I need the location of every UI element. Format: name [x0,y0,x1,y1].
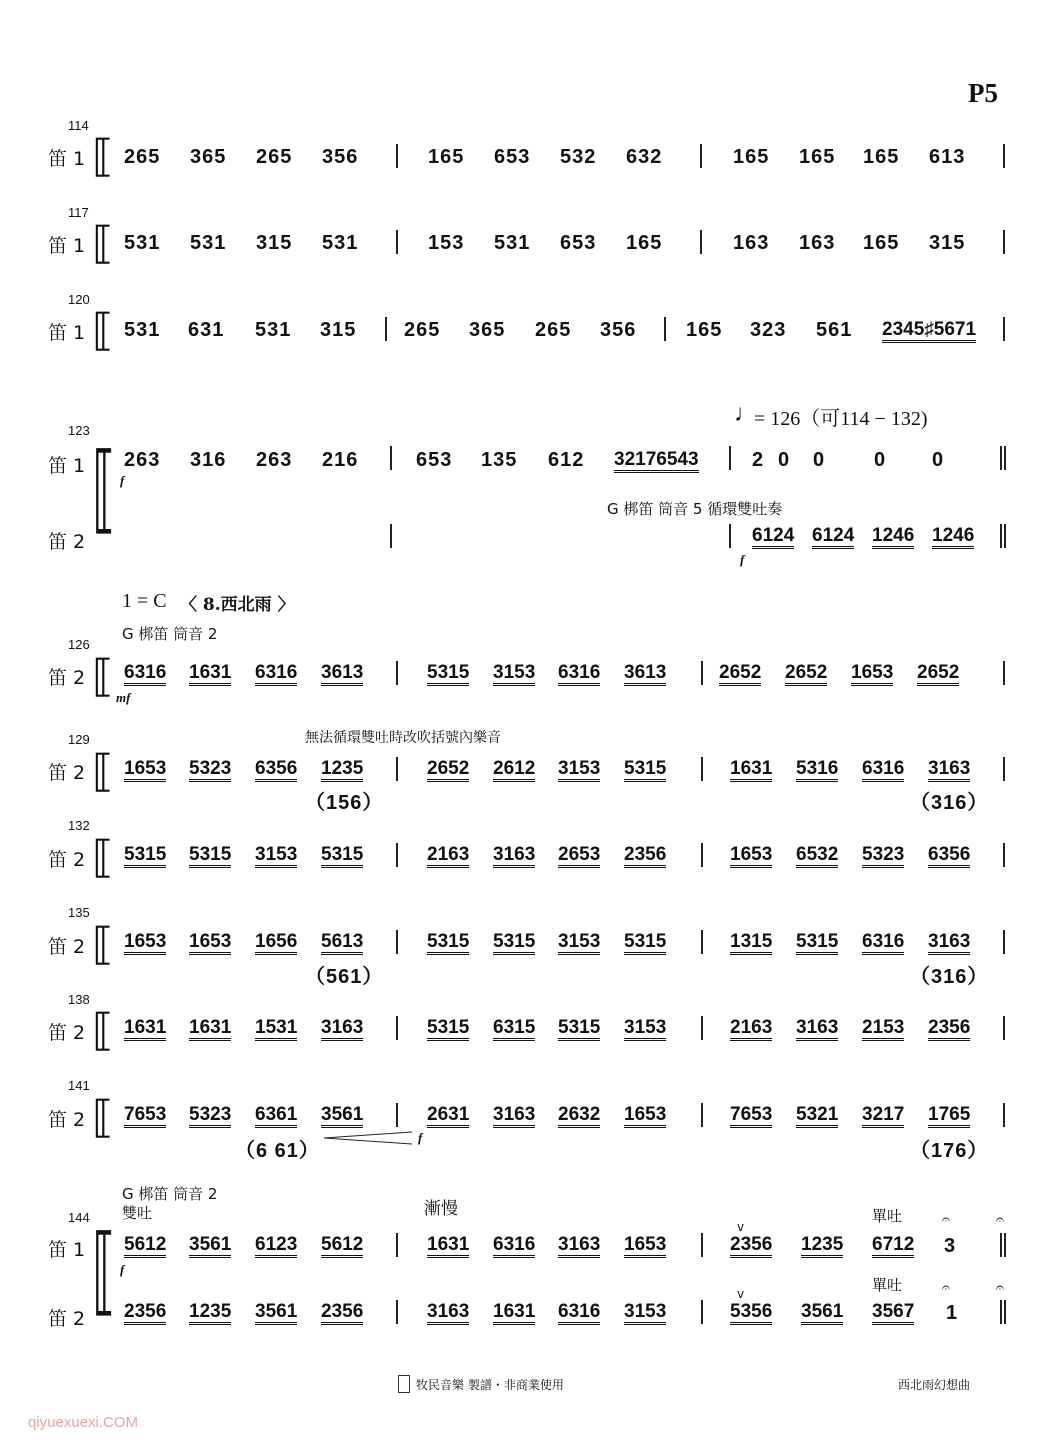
note-group: 561 [816,319,853,341]
note-group: 265 [124,146,161,168]
note-group-fast: 2345♯5671 [882,320,976,343]
note-group-fast: 7653 [124,1105,166,1128]
note-group-fast: 2356 [124,1302,166,1325]
note-group-fast: 3163 [928,759,970,782]
note-group: 165 [799,146,836,168]
note-group-fast: 1765 [928,1105,970,1128]
note-group-fast: 1653 [624,1235,666,1258]
barline [1003,317,1005,341]
instruction-text: G 梆笛 筒音 2 [122,1185,218,1203]
double-barline [1004,1233,1006,1257]
note-group-fast: 1631 [189,663,231,686]
note-group-fast: 5323 [189,1105,231,1128]
barline [701,1300,703,1324]
instrument-label: 笛 1 [48,148,86,170]
note: 0 [778,449,791,471]
barline [396,1300,398,1324]
single-tongue-marking: 單吐 [872,1276,903,1294]
measure-number: 114 [68,118,89,133]
note-group-fast: 6356 [255,759,297,782]
measure-number: 144 [68,1210,90,1225]
instrument-label: 笛 2 [48,1109,86,1131]
note-group: 315 [929,232,966,254]
note-group-fast: 1653 [124,932,166,955]
note-group: 532 [560,146,597,168]
breath-mark-icon: v [737,1220,745,1234]
note-group-fast: 1631 [493,1302,535,1325]
measure-number: 138 [68,992,90,1007]
note-group-fast: 6316 [558,1302,600,1325]
barline [701,930,703,954]
barline [701,1233,703,1257]
note-group-fast: 5315 [796,932,838,955]
note-group-fast: 7653 [730,1105,772,1128]
note-group-fast: 6356 [928,845,970,868]
measure-number: 141 [68,1078,90,1093]
note-group-fast: 2652 [427,759,469,782]
note-group: 531 [494,232,531,254]
note-group-fast: 6361 [255,1105,297,1128]
note-group-fast: 3163 [493,1105,535,1128]
note-group-fast: 3163 [427,1302,469,1325]
staff-bracket: ⟦ [92,1214,116,1326]
alternate-notes: （156） [305,792,384,814]
note-group: 531 [124,319,161,341]
note-group-fast: 5315 [427,932,469,955]
note-group-fast: 3153 [493,663,535,686]
instrument-label: 笛 2 [48,936,86,958]
note-group-fast: 3153 [558,759,600,782]
key-signature: 1 = C [122,590,167,612]
note-group: 612 [548,449,585,471]
barline [701,661,703,685]
note-group: 165 [733,146,770,168]
note-group: 323 [750,319,787,341]
measure-number: 132 [68,818,90,833]
staff-bracket: ⟦ [92,131,114,182]
note-group-fast: 1235 [801,1235,843,1258]
note-group-fast: 5323 [862,845,904,868]
note-group-fast: 2631 [427,1105,469,1128]
note-group-fast: 6316 [493,1235,535,1258]
note-group-fast: 5315 [427,663,469,686]
note-group-fast: 3163 [928,932,970,955]
barline [396,843,398,867]
note-group-fast: 6123 [255,1235,297,1258]
instrument-label: 笛 2 [48,531,86,553]
note-group-fast: 3153 [624,1302,666,1325]
note-group-fast: 6124 [752,526,794,549]
note-group: 356 [600,319,637,341]
note-group-fast: 6316 [255,663,297,686]
dynamic-f: f [120,1262,125,1277]
note-group: 265 [404,319,441,341]
barline [390,524,392,548]
instrument-label: 笛 1 [48,235,86,257]
tempo-change: 漸慢 [424,1199,458,1219]
dynamic-mf: mf [116,690,131,705]
note-group: 613 [929,146,966,168]
note-group: 531 [124,232,161,254]
double-barline [1000,524,1002,548]
page-number: P5 [968,78,998,108]
barline [701,1103,703,1127]
crescendo-hairpin [322,1130,414,1146]
note-group-fast: 1246 [872,526,914,549]
note-group-fast: 5315 [189,845,231,868]
note-group: 653 [560,232,597,254]
note-group: 365 [469,319,506,341]
note-group-fast: 3613 [321,663,363,686]
note-group-fast: 3613 [624,663,666,686]
double-barline [1000,1233,1002,1257]
staff-bracket: ⟦ [92,832,114,883]
fermata-icon: 𝄐 [942,1212,950,1228]
note-group-fast: 2652 [785,663,827,686]
note-group-fast: 2163 [730,1018,772,1041]
note-group-fast: 2356 [624,845,666,868]
note: 0 [813,449,826,471]
note-group-fast: 1631 [427,1235,469,1258]
note-group-fast: 5316 [796,759,838,782]
note-group-fast: 2653 [558,845,600,868]
barline [396,661,398,685]
note-group: 653 [416,449,453,471]
barline [700,230,702,254]
barline [701,1016,703,1040]
note-group-fast: 1653 [851,663,893,686]
note-group-fast: 1315 [730,932,772,955]
barline [1003,1103,1005,1127]
barline [701,843,703,867]
note-group-fast: 3567 [872,1302,914,1325]
note-group-fast: 5315 [321,845,363,868]
note-group-fast: 5321 [796,1105,838,1128]
note-group: 531 [255,319,292,341]
note-group: 216 [322,449,359,471]
publisher-logo-icon [398,1375,410,1393]
barline [385,317,387,341]
note-group-fast: 1246 [932,526,974,549]
barline [396,230,398,254]
note-group-fast: 3561 [255,1302,297,1325]
alternate-notes: （316） [910,792,989,814]
staff-bracket: ⟦ [92,1005,114,1056]
dynamic-f: f [418,1130,423,1145]
section-title: 〈 8.西北雨 〉 [180,595,295,615]
note-group: 531 [322,232,359,254]
note-group: 165 [863,146,900,168]
note-group: 653 [494,146,531,168]
note-group-fast: 3561 [321,1105,363,1128]
note-group: 531 [190,232,227,254]
fermata-icon: 𝄐 [942,1280,950,1296]
note-group-fast: 3153 [255,845,297,868]
staff-bracket: ⟦ [92,305,114,356]
note-group-fast: 6712 [872,1235,914,1258]
note-group: 163 [733,232,770,254]
note-group-fast: 1235 [189,1302,231,1325]
measure-number: 126 [68,637,90,652]
footer-title: 西北雨幻想曲 [898,1378,971,1392]
single-tongue-marking: 單吐 [872,1207,903,1225]
note-group-fast: 6532 [796,845,838,868]
note-group-fast: 6316 [558,663,600,686]
footer-publisher: 牧民音樂 製譜・非商業使用 [416,1378,564,1392]
note-group-fast: 5323 [189,759,231,782]
note-group-fast: 1631 [124,1018,166,1041]
note-group: 365 [190,146,227,168]
note-group-fast: 1235 [321,759,363,782]
tempo-marking: = 126（可114 − 132) [754,408,928,430]
barline [396,1233,398,1257]
barline [664,317,666,341]
note: 2 [752,449,765,471]
note-group-fast: 6316 [862,932,904,955]
measure-number: 117 [68,205,89,220]
note-group-fast: 32176543 [614,450,699,473]
staff-bracket: ⟦ [92,1092,114,1143]
barline [1003,230,1005,254]
barline [1003,843,1005,867]
note-group-fast: 5315 [427,1018,469,1041]
instrument-label: 笛 2 [48,1308,86,1330]
barline [396,930,398,954]
note-group-fast: 2356 [730,1235,772,1258]
note-group-fast: 2356 [928,1018,970,1041]
note-group-fast: 2163 [427,845,469,868]
barline [390,446,392,470]
note-group-fast: 6316 [862,759,904,782]
barline [396,757,398,781]
note-group: 165 [626,232,663,254]
barline [729,524,731,548]
note-group: 153 [428,232,465,254]
note-group: 356 [322,146,359,168]
note-group-fast: 3163 [558,1235,600,1258]
double-barline [1000,1300,1002,1324]
staff-bracket: ⟦ [92,218,114,269]
note-group-fast: 5315 [624,759,666,782]
instrument-label: 笛 1 [48,1239,86,1261]
barline [700,144,702,168]
double-tongue-marking: 雙吐 [122,1204,153,1222]
note-group: 265 [256,146,293,168]
staff-bracket: ⟦ [92,432,116,544]
dynamic-f: f [740,552,745,567]
note-group-fast: 1653 [124,759,166,782]
note-group-fast: 2632 [558,1105,600,1128]
note-group-fast: 6124 [812,526,854,549]
note-group: 632 [626,146,663,168]
note-group-fast: 5612 [124,1235,166,1258]
note-group: 316 [190,449,227,471]
instrument-label: 笛 2 [48,849,86,871]
note-group: 315 [256,232,293,254]
note-group-fast: 2652 [719,663,761,686]
alternate-note-instruction: 無法循環雙吐時改吹括號內樂音 [305,730,501,746]
note-group-fast: 6316 [124,663,166,686]
note-group-fast: 5612 [321,1235,363,1258]
measure-number: 120 [68,292,90,307]
note: 1 [946,1302,959,1324]
note-group-fast: 3153 [558,932,600,955]
barline [396,1016,398,1040]
barline [1003,1016,1005,1040]
note-group-fast: 5613 [321,932,363,955]
alternate-notes: （6 61） [235,1140,320,1162]
note-group-fast: 6315 [493,1018,535,1041]
measure-number: 123 [68,423,90,438]
barline [1003,661,1005,685]
instrument-label: 笛 1 [48,455,86,477]
note-group: 165 [428,146,465,168]
instrument-label: 笛 2 [48,762,86,784]
note-group: 163 [799,232,836,254]
instrument-label: 笛 2 [48,1022,86,1044]
note-group: 265 [535,319,572,341]
note-group-fast: 5356 [730,1302,772,1325]
alternate-notes: （561） [305,966,384,988]
alternate-notes: （176） [910,1140,989,1162]
instrument-label: 笛 1 [48,322,86,344]
note-group-fast: 1631 [730,759,772,782]
note-group-fast: 3561 [801,1302,843,1325]
note: 3 [944,1235,957,1257]
barline [1003,757,1005,781]
note-group-fast: 3163 [321,1018,363,1041]
instruction-text: G 梆笛 筒音 5 循環雙吐奏 [607,500,783,518]
note-group-fast: 1531 [255,1018,297,1041]
note-group-fast: 1653 [730,845,772,868]
note-group-fast: 1631 [189,1018,231,1041]
note-group-fast: 5315 [624,932,666,955]
barline [396,144,398,168]
measure-number: 129 [68,732,90,747]
note-group-fast: 3561 [189,1235,231,1258]
note: 0 [874,449,887,471]
barline [1003,930,1005,954]
double-barline [1004,524,1006,548]
staff-bracket: ⟦ [92,746,114,797]
note-group: 165 [863,232,900,254]
alternate-notes: （316） [910,966,989,988]
note-group-fast: 3217 [862,1105,904,1128]
note-group: 263 [256,449,293,471]
note-group: 631 [188,319,225,341]
double-barline [1004,446,1006,470]
note-group-fast: 5315 [558,1018,600,1041]
breath-mark-icon: v [737,1287,745,1301]
note-group-fast: 2356 [321,1302,363,1325]
barline [701,757,703,781]
staff-bracket: ⟦ [92,919,114,970]
barline [1003,144,1005,168]
note-group: 165 [686,319,723,341]
barline [396,1103,398,1127]
fermata-icon: 𝄐 [996,1280,1004,1296]
note-group-fast: 3163 [493,845,535,868]
note-group: 135 [481,449,518,471]
instrument-label: 笛 2 [48,667,86,689]
fermata-icon: 𝄐 [996,1212,1004,1228]
note: 0 [932,449,945,471]
dynamic-f: f [120,473,125,488]
watermark: qiyuexuexi.COM [28,1414,139,1431]
note-group-fast: 1653 [624,1105,666,1128]
double-barline [1000,446,1002,470]
note-group: 263 [124,449,161,471]
note-group-fast: 3163 [796,1018,838,1041]
instruction-text: G 梆笛 筒音 2 [122,625,218,643]
quarter-note-icon: ♩ [734,401,758,427]
note-group-fast: 5315 [124,845,166,868]
note-group-fast: 3153 [624,1018,666,1041]
note-group-fast: 2652 [917,663,959,686]
double-barline [1004,1300,1006,1324]
note-group-fast: 5315 [493,932,535,955]
note-group-fast: 1653 [189,932,231,955]
note-group-fast: 2153 [862,1018,904,1041]
barline [729,446,731,470]
note-group-fast: 2612 [493,759,535,782]
note-group-fast: 1656 [255,932,297,955]
measure-number: 135 [68,905,90,920]
note-group: 315 [320,319,357,341]
staff-bracket: ⟦ [92,651,114,702]
